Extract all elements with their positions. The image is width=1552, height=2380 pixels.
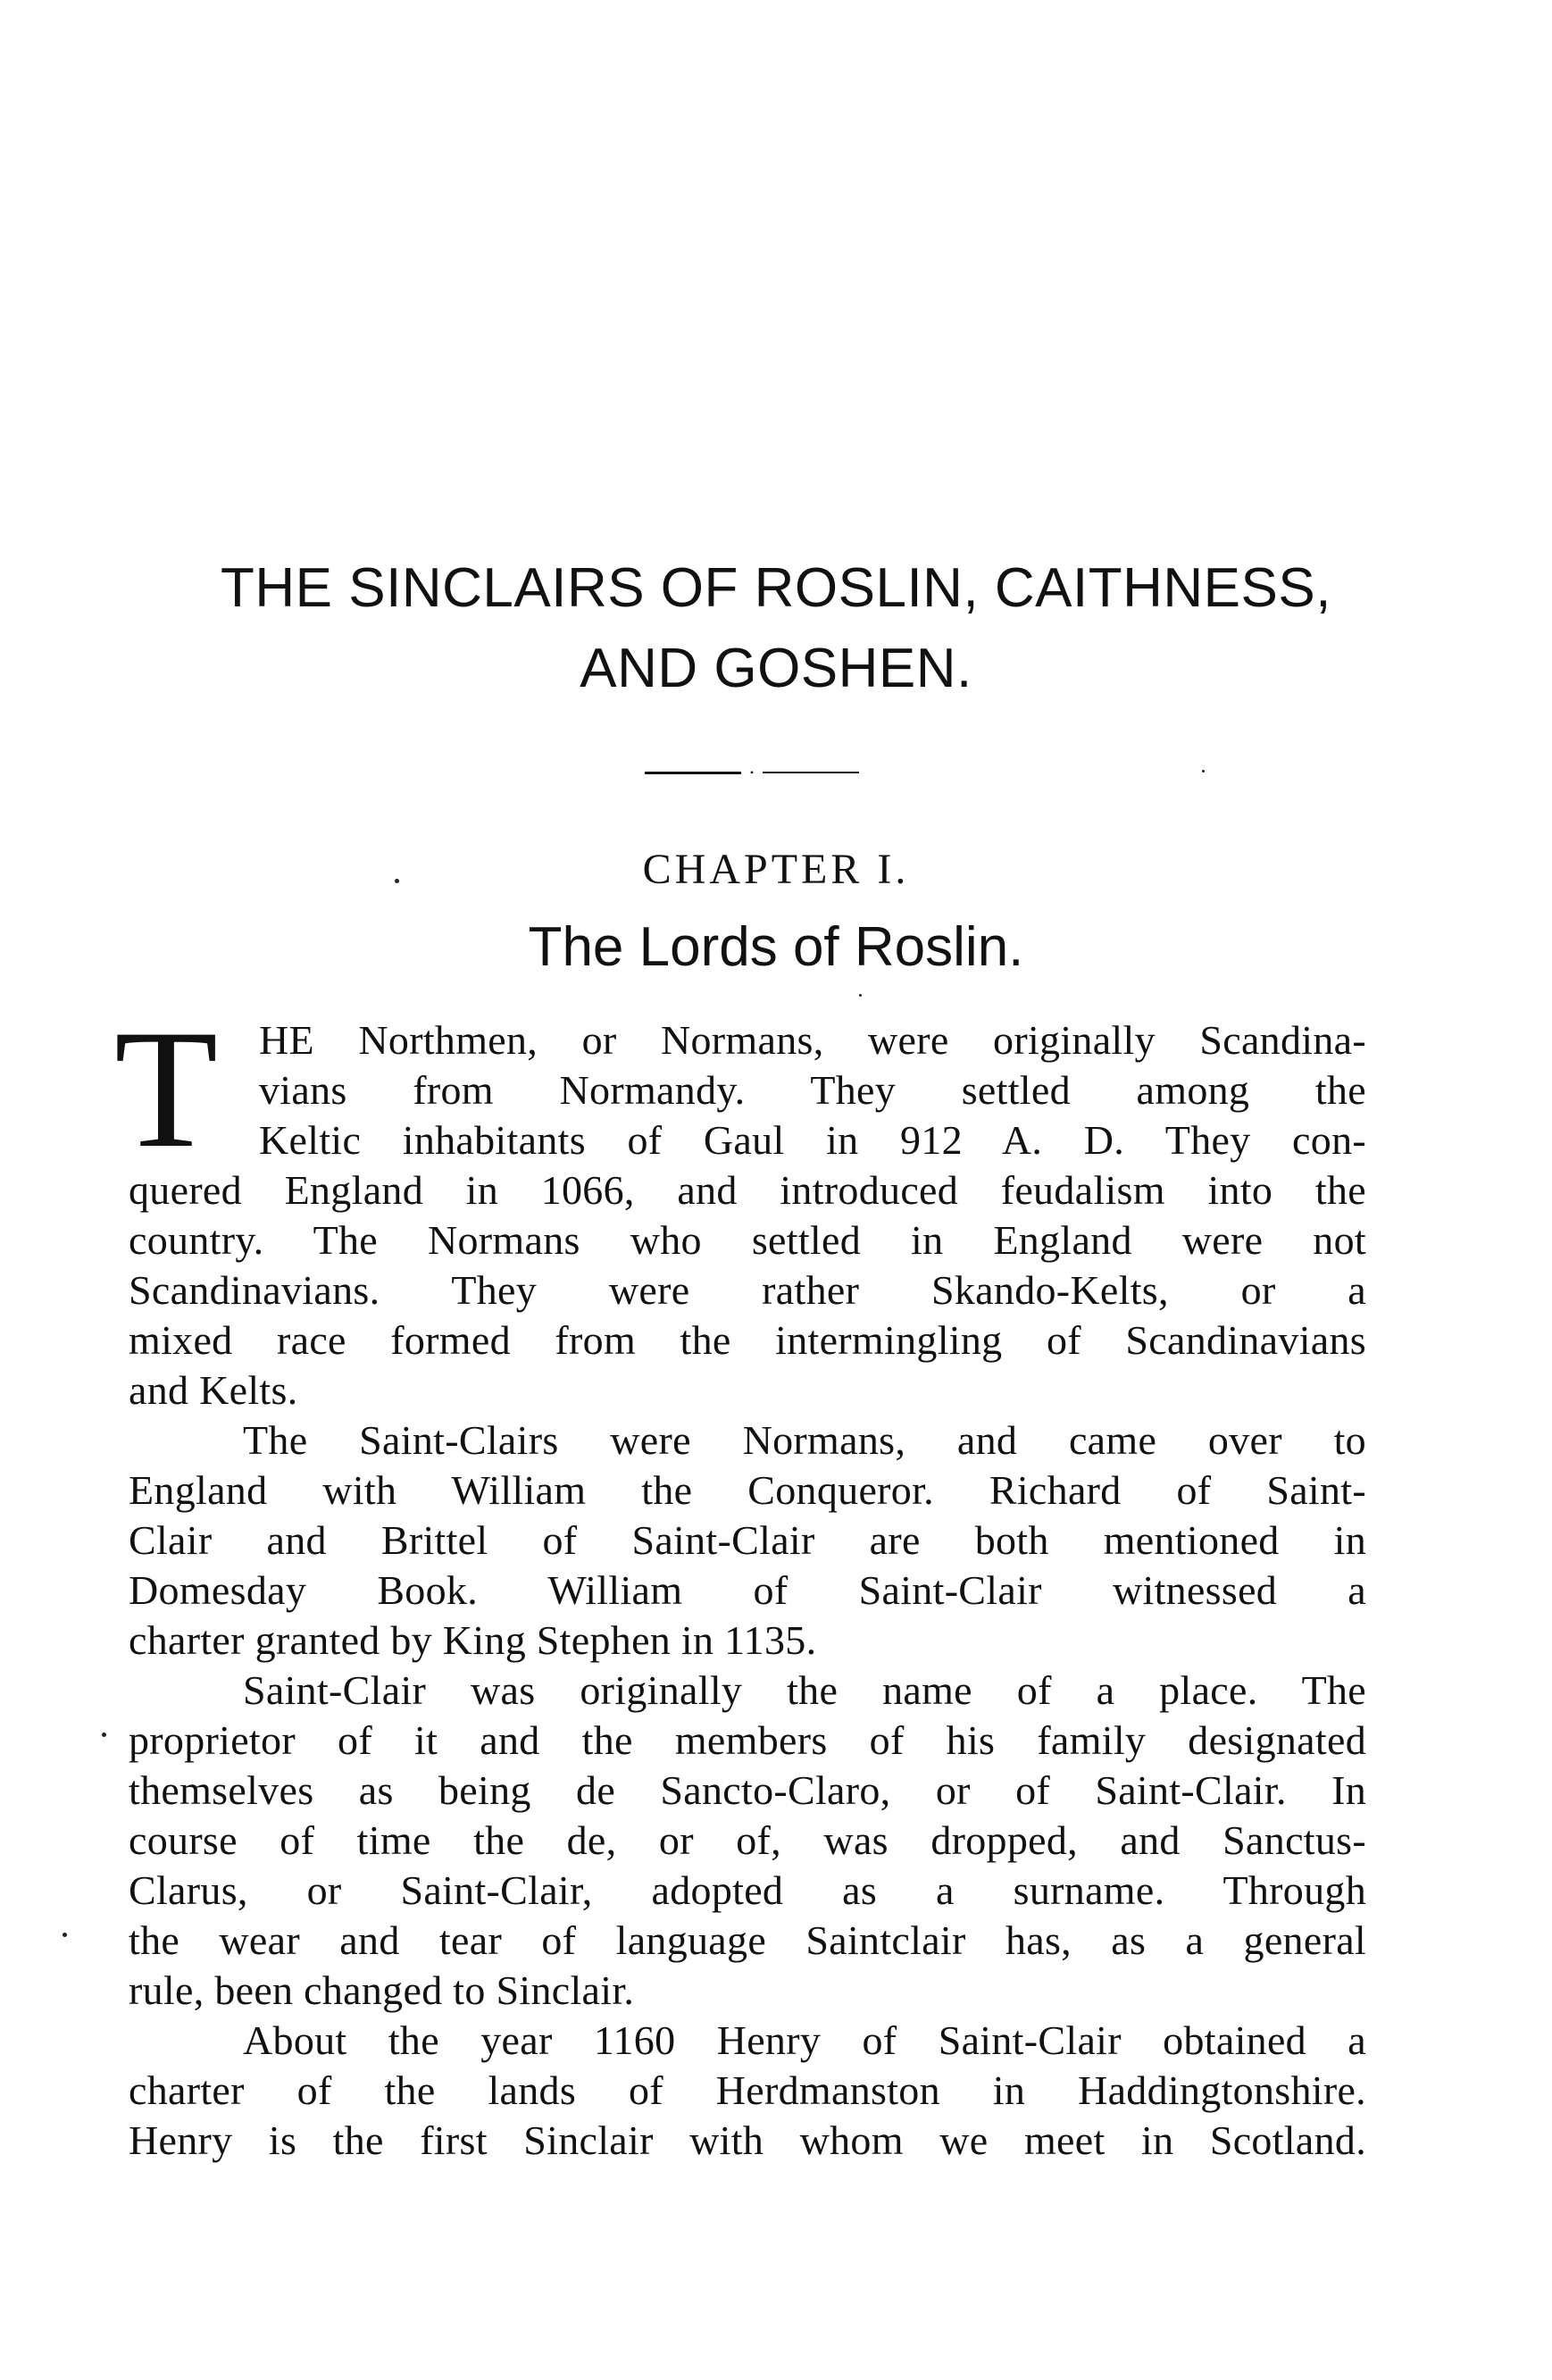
ornament-rule-right — [763, 772, 859, 773]
body-line: country. The Normans who settled in England were not — [129, 1217, 1366, 1263]
print-speck — [859, 994, 862, 997]
body-line: the wear and tear of language Saintclair has, as a general — [129, 1917, 1366, 1963]
book-title-line-2: AND GOSHEN. — [580, 638, 972, 699]
body-line: Clair and Brittel of Saint-Clair are both mentioned in — [129, 1517, 1366, 1563]
print-speck — [102, 1733, 106, 1737]
print-speck — [63, 1933, 67, 1937]
book-title-line-1: THE SINCLAIRS OF ROSLIN, CAITHNESS, — [221, 557, 1331, 619]
ornament-rule-left — [645, 772, 741, 774]
body-line: Henry is the first Sinclair with whom we meet in Scotland. — [129, 2117, 1366, 2163]
body-line: vians from Normandy. They settled among the — [259, 1067, 1366, 1113]
body-line: rule, been changed to Sinclair. — [129, 1967, 635, 2013]
print-speck — [1202, 770, 1205, 772]
body-line: England with William the Conqueror. Richard of Saint- — [129, 1467, 1366, 1513]
body-line: The Saint-Clairs were Normans, and came over to — [243, 1417, 1366, 1463]
drop-cap: T — [114, 996, 219, 1183]
body-line: Saint-Clair was originally the name of a place. The — [243, 1667, 1366, 1713]
body-line: Scandinavians. They were rather Skando-Kelts, or a — [129, 1267, 1366, 1313]
body-line: mixed race formed from the intermingling of Scandinavians — [129, 1317, 1366, 1363]
body-line: Domesday Book. William of Saint-Clair witnessed a — [129, 1567, 1366, 1613]
body-line: Keltic inhabitants of Gaul in 912 A. D. They con- — [259, 1117, 1366, 1163]
body-line: charter of the lands of Herdmanston in Haddingtonshire. — [129, 2067, 1366, 2113]
body-line: Clarus, or Saint-Clair, adopted as a surname. Through — [129, 1867, 1366, 1913]
ornament-center-mark: • — [749, 766, 755, 779]
body-line: proprietor of it and the members of his family designated — [129, 1717, 1366, 1763]
body-line: themselves as being de Sancto-Claro, or of Saint-Clair. In — [129, 1767, 1366, 1813]
body-line: About the year 1160 Henry of Saint-Clair obtained a — [243, 2017, 1366, 2063]
ornamental-rule — [645, 766, 859, 779]
chapter-number: CHAPTER I. — [642, 846, 910, 893]
body-line: HE Northmen, or Normans, were originally Scandina- — [259, 1017, 1366, 1063]
body-line: charter granted by King Stephen in 1135. — [129, 1617, 817, 1663]
body-line: quered England in 1066, and introduced feudalism into the — [129, 1167, 1366, 1213]
body-line: course of time the de, or of, was dropped, and Sanctus- — [129, 1817, 1366, 1863]
chapter-title: The Lords of Roslin. — [528, 916, 1024, 978]
body-line: and Kelts. — [129, 1367, 298, 1413]
